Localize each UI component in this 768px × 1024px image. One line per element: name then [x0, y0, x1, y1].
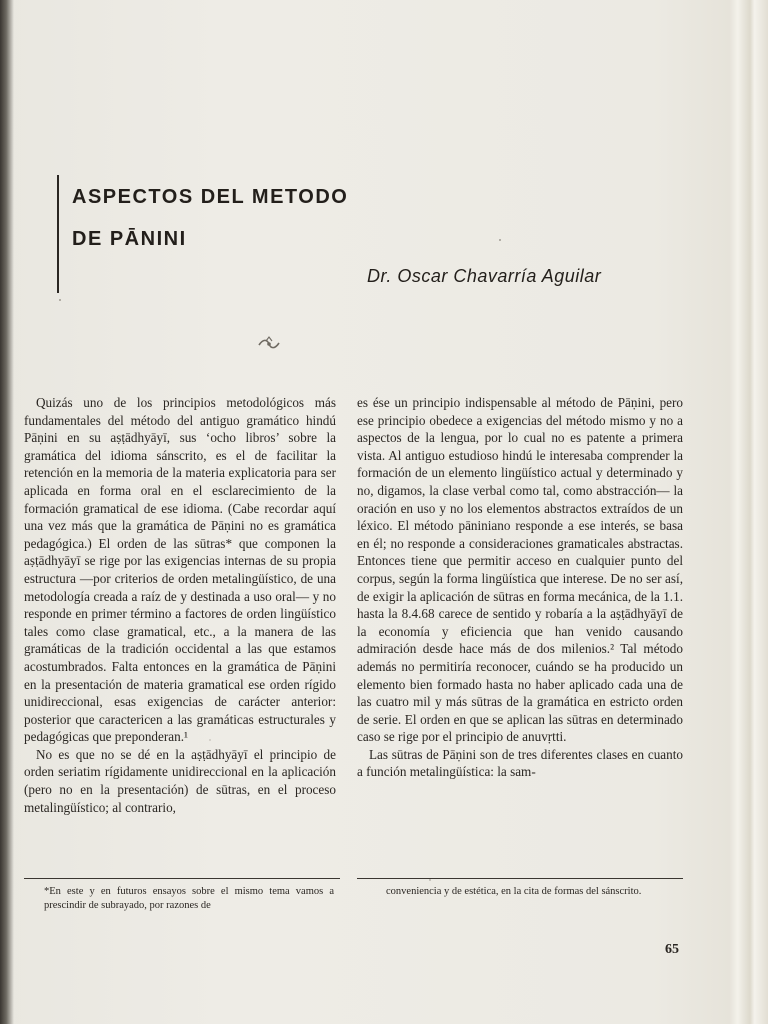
paragraph: Las sūtras de Pāṇini son de tres diferentes clases en cuanto a función metalingüística: la sam-	[357, 746, 683, 780]
article-author: Dr. Oscar Chavarría Aguilar	[367, 266, 602, 286]
article-title-line-1: ASPECTOS DEL METODO	[72, 186, 349, 208]
paragraph: No es que no se dé en la aṣṭādhyāyī el principio de orden seriatim rígidamente unidireccional en la aplicación (pero no en la presentación) de sūtras, en el proceso metalingüístico; al contrario,	[24, 746, 336, 815]
footnote-right: conveniencia y de estética, en la cita de formas del sánscrito.	[386, 886, 642, 897]
article-title-line-2: DE PĀNINI	[72, 228, 187, 250]
page-number: 65	[665, 942, 679, 957]
paragraph: Quizás uno de los principios metodológicos más fundamentales del método del antiguo gramático hindú Pāṇini en su aṣṭādhyāyī, sus ‘ocho libros’ sobre la gramática del idioma sánscrito, es el de facilitar la retención en la memoria de la materia explicatoria para ser aplicada en forma oral en el esclarecimiento de la formación gramatical de ese idioma. (Cabe recordar aquí una vez más que la gramática de Pāṇini no es gramática pedagógica.) El orden de las sūtras* que componen la aṣṭādhyāyī se rige por las exigencias internas de su propia estructura —por criterios de orden metalingüístico, de una metodología creada a raíz de y destinada a uso oral— y no responde en primer término a factores de orden lingüístico tales como clase gramatical, etc., a la manera de las gramáticas de la tradición occidental a las que estamos acostumbrados. Falta entonces en la gramática de Pāṇini en la presentación de materia gramatical ese orden rígido unidireccional, esas exigencias de carácter anterior: posterior que caractericen a las gramáticas estructurales y pedagógicas que preponderan.¹	[24, 395, 336, 745]
paragraph: es ése un principio indispensable al método de Pāṇini, pero ese principio obedece a exigencias del método mismo y no a aspectos de la lengua, por lo cual no es patente a primera vista. Al antiguo estudioso hindú le interesaba comprender la formación de un elemento lingüístico actual y determinado y no, digamos, la clase verbal como tal, como abstracción— la oración en uso y no los elementos abstractos extraídos de un léxico. El método pāniniano responde a ese interés, se basa en él; no responde a consideraciones gramaticales abstractas. Entonces tiene que permitir acceso en cualquier punto del corpus, según la forma lingüística que interese. De no ser así, de exigir la aplicación de sūtras en forma mecánica, de la 1.1. hasta la 8.4.68 carece de sentido y robaría a la aṣṭādhyāyī de la economía y eficiencia que han venido causando admiración desde hace más de dos milenios.² Tal método además no permitiría reconocer, cuándo se ha producido un elemento bien formado hasta no haber aplicado cada una de las cuatro mil y más sūtras de la gramática en estricto orden de serie. El orden en que se aplican las sūtras en determinado caso se rige por el principio de anuvṛtti.	[357, 395, 683, 745]
footnote-left: *En este y en futuros ensayos sobre el mismo tema vamos a prescindir de subrayado, por razones de	[44, 886, 334, 911]
